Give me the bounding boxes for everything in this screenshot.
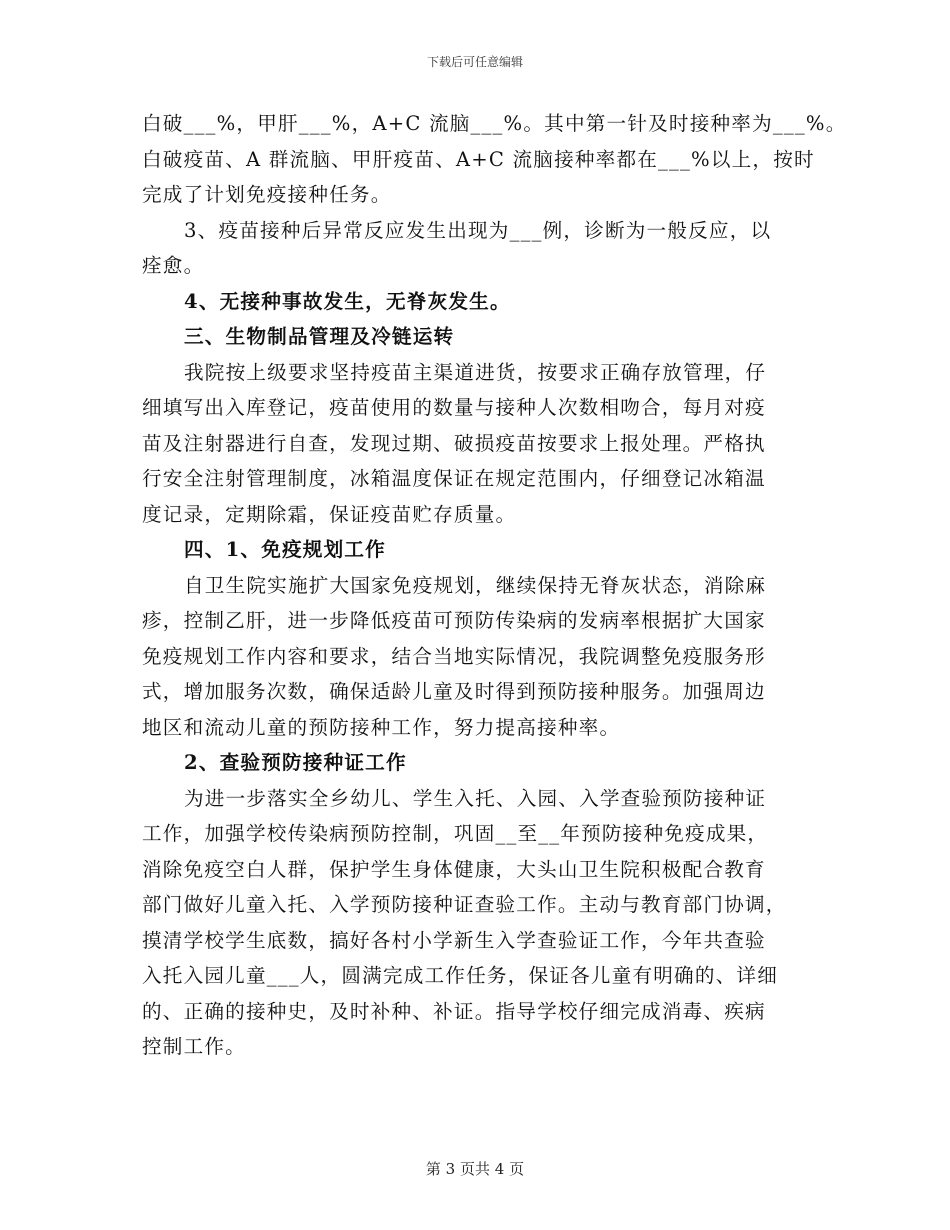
text-line: 入托入园儿童___人，圆满完成工作任务，保证各儿童有明确的、详细 [142, 964, 779, 987]
section-heading-certificate-check [142, 745, 812, 781]
section-heading-cold-chain [142, 319, 812, 355]
text-line: 免疫规划工作内容和要求，结合当地实际情况，我院调整免疫服务形 [142, 644, 766, 668]
text-line: 的、正确的接种史，及时补种、补证。指导学校仔细完成消毒、疾病 [142, 999, 766, 1023]
text-line: 为进一步落实全乡幼儿、学生入托、入园、入学查验预防接种证 [184, 786, 767, 810]
text-line: 细填写出入库登记，疫苗使用的数量与接种人次数相吻合，每月对疫 [142, 396, 766, 419]
text-line: 部门做好儿童入托、入学预防接种证查验工作。主动与教育部门协调， [142, 893, 787, 916]
paragraph-immunization [142, 568, 812, 746]
text-line: 我院按上级要求坚持疫苗主渠道进货，按要求正确存放管理，仔 [184, 360, 767, 384]
paragraph-vaccination-rates [142, 106, 847, 213]
paragraph-adverse-reactions [142, 213, 812, 284]
document-body [142, 106, 847, 1065]
heading-text: 2、查验预防接种证工作 [184, 751, 407, 774]
text-line: 自卫生院实施扩大国家免疫规划，继续保持无脊灰状态，消除麻 [184, 573, 767, 597]
section-heading-immunization [142, 532, 812, 568]
heading-text: 三、生物制品管理及冷链运转 [184, 325, 455, 348]
text-line: 3、疫苗接种后异常反应发生出现为___例，诊断为一般反应，以 [184, 218, 772, 242]
text-line: 行安全注射管理制度，冰箱温度保证在规定范围内，仔细登记冰箱温 [142, 467, 766, 490]
text-line: 地区和流动儿童的预防接种工作，努力提高接种率。 [142, 715, 621, 739]
text-line: 痊愈。 [142, 254, 205, 277]
page-header: 下载后可任意编辑 [426, 55, 523, 69]
text-line: 摸清学校学生底数，搞好各村小学新生入学查验证工作，今年共查验 [142, 928, 766, 952]
page-footer: 第 3 页共 4 页 [425, 1160, 525, 1178]
paragraph-no-accidents [142, 284, 812, 320]
text-line: 白破___%，甲肝___%，A+C 流脑___%。其中第一针及时接种率为___%。 [142, 112, 847, 135]
text-line: 4、无接种事故发生，无脊灰发生。 [184, 289, 511, 313]
text-line: 度记录，定期除霜，保证疫苗贮存质量。 [142, 502, 517, 526]
text-line: 疹，控制乙肝，进一步降低疫苗可预防传染病的发病率根据扩大国家 [142, 609, 766, 632]
heading-text: 四、1、免疫规划工作 [184, 538, 386, 561]
paragraph-cold-chain [142, 355, 812, 533]
text-line: 完成了计划免疫接种任务。 [142, 183, 392, 206]
paragraph-certificate-check [142, 781, 812, 1065]
text-line: 消除免疫空白人群，保护学生身体健康，大头山卫生院积极配合教育 [142, 857, 766, 881]
text-line: 工作，加强学校传染病预防控制，巩固__至__年预防接种免疫成果， [142, 822, 769, 845]
text-line: 式，增加服务次数，确保适龄儿童及时得到预防接种服务。加强周边 [142, 680, 766, 703]
text-line: 控制工作。 [142, 1035, 246, 1058]
text-line: 白破疫苗、A 群流脑、甲肝疫苗、A+C 流脑接种率都在___%以上，按时 [142, 147, 815, 171]
text-line: 苗及注射器进行自查，发现过期、破损疫苗按要求上报处理。严格执 [142, 431, 766, 455]
